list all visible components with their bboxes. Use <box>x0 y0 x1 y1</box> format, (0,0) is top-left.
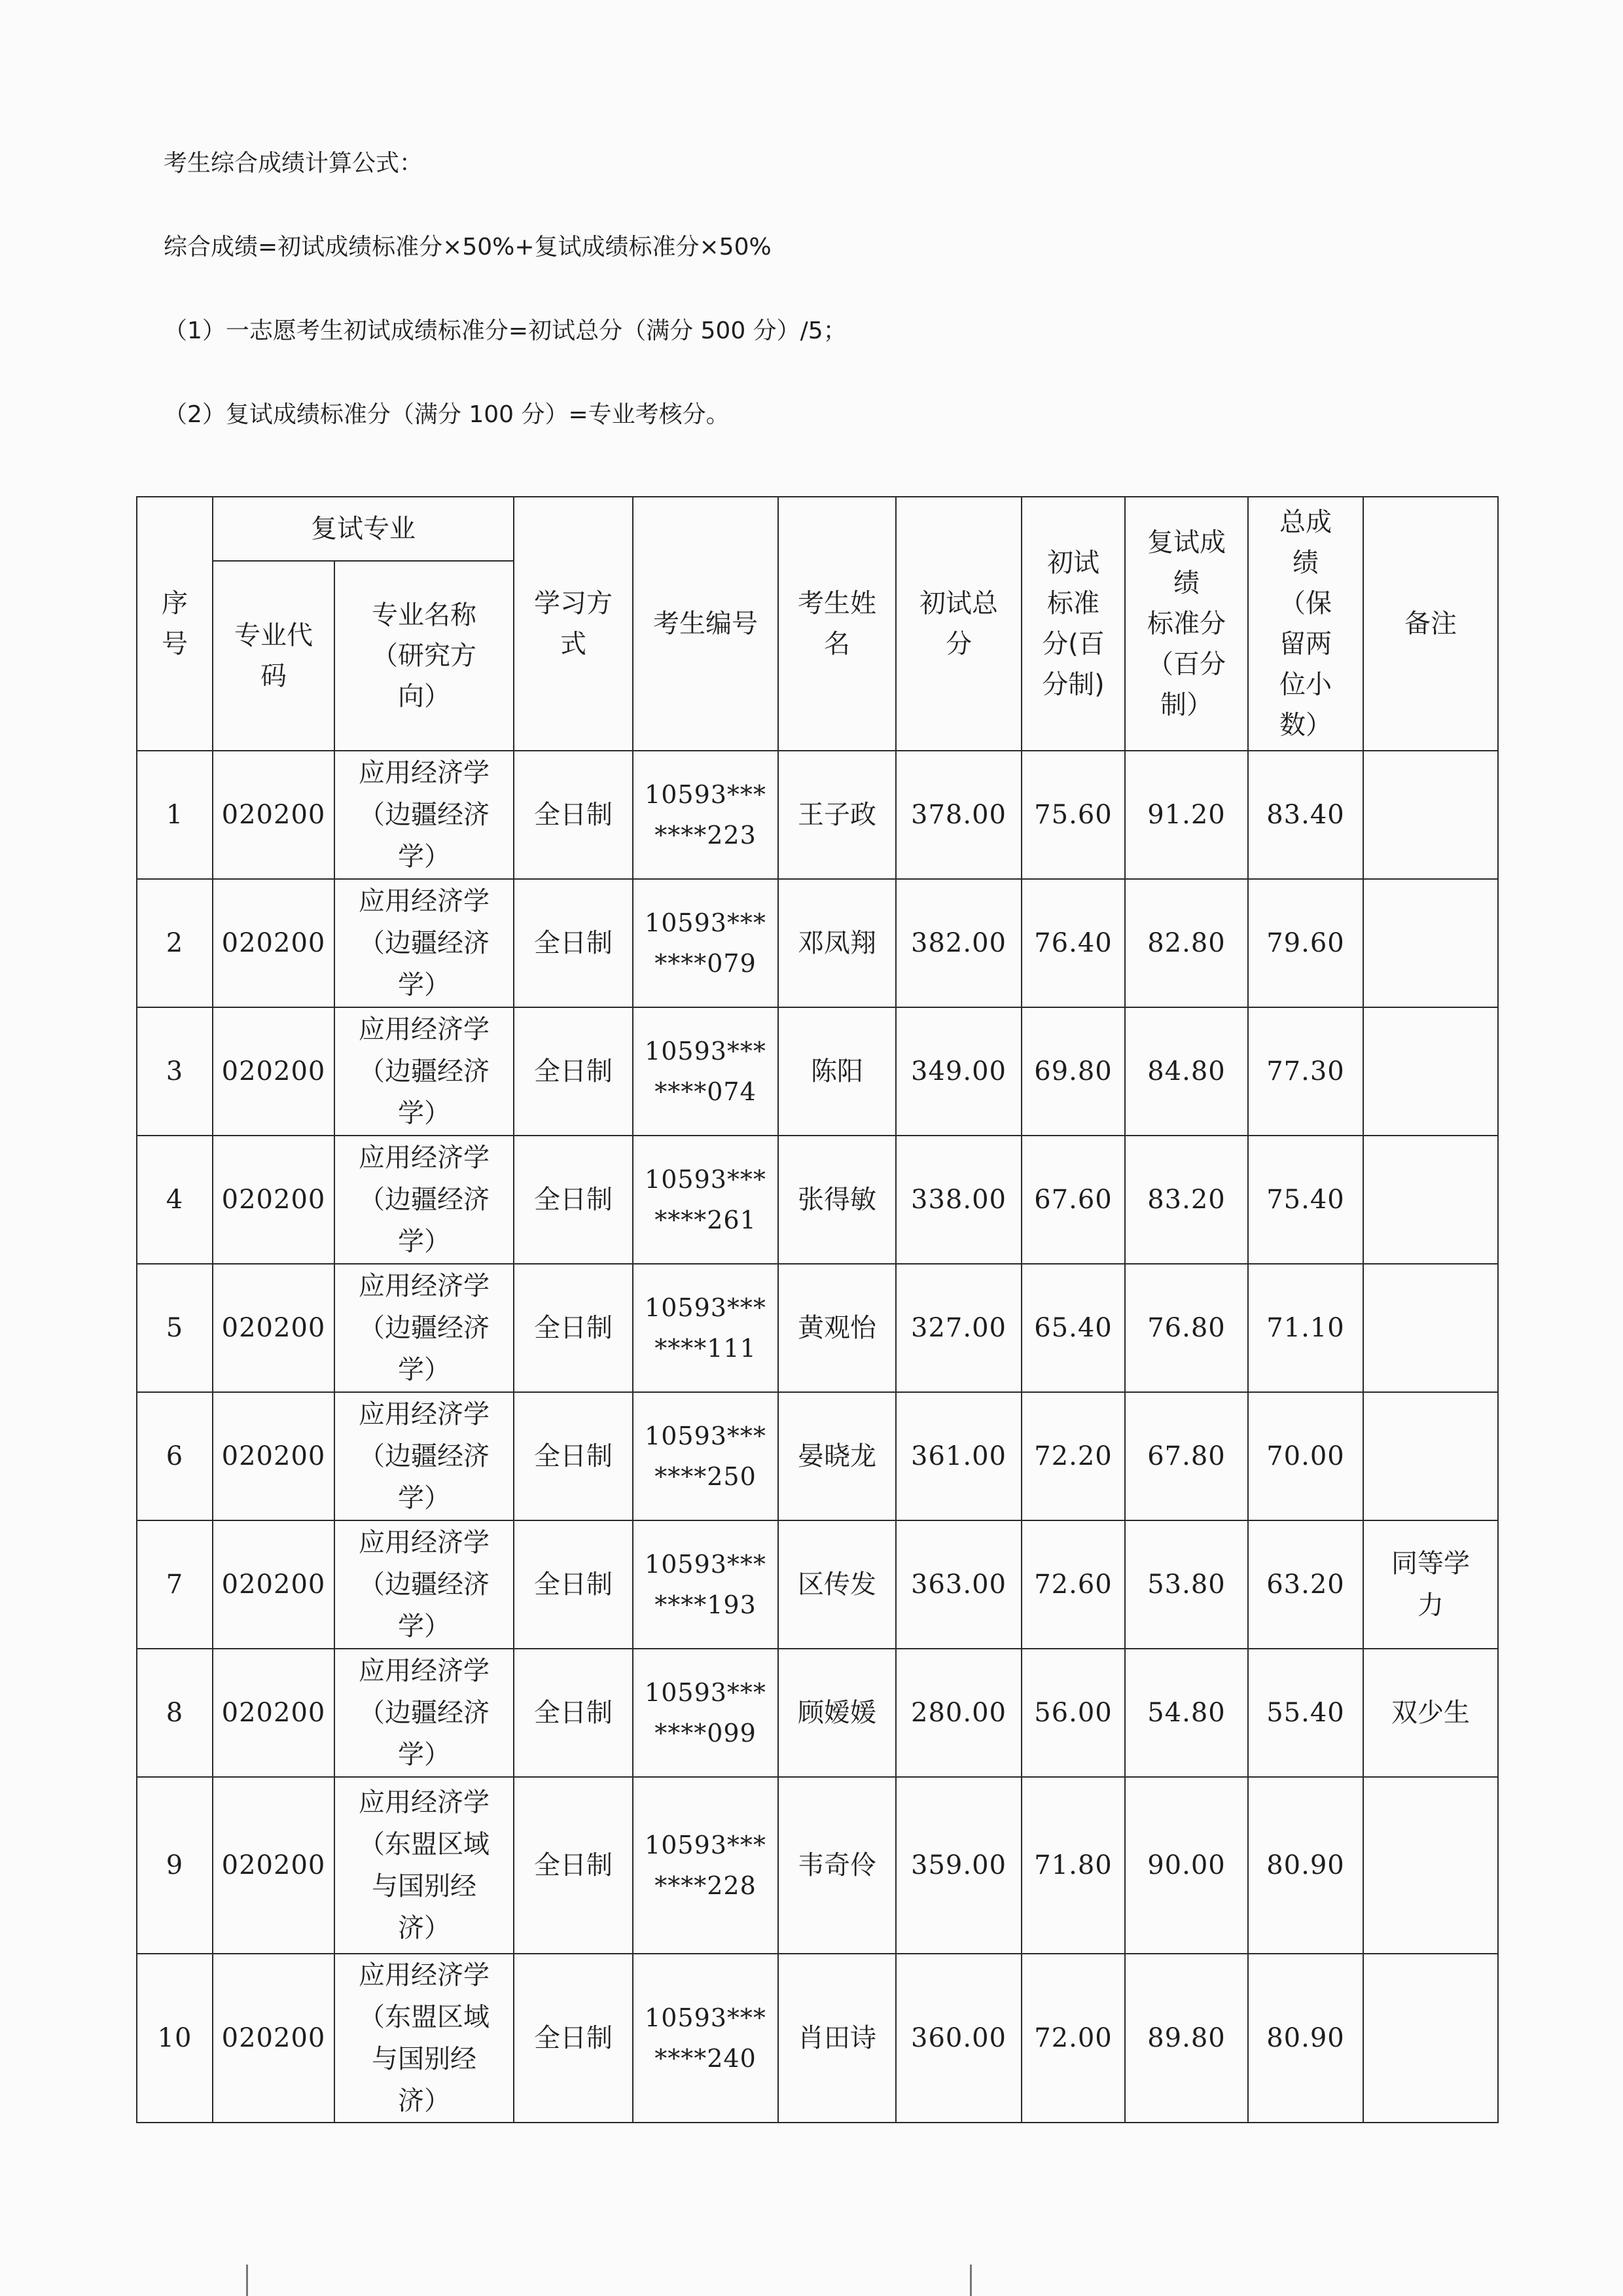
table-row <box>137 1136 1498 1264</box>
cell-total-score: 80.90 <box>1248 1954 1363 2123</box>
cell-major-code: 020200 <box>213 1264 334 1392</box>
cell-prelim-standard: 67.60 <box>1022 1136 1125 1264</box>
cell-major-code: 020200 <box>213 1954 334 2123</box>
header-major-name: 专业名称 （研究方 向） <box>334 561 514 751</box>
cell-study-mode: 全日制 <box>514 751 633 879</box>
header-prelim-standard: 初试 标准 分(百 分制) <box>1022 497 1125 751</box>
cell-total-score: 79.60 <box>1248 879 1363 1007</box>
header-candidate-name: 考生姓 名 <box>778 497 896 751</box>
cell-total-score: 83.40 <box>1248 751 1363 879</box>
cell-major-name: 应用经济学 （边疆经济 学） <box>334 1007 514 1136</box>
header-total-score: 总成 绩 （保 留两 位小 数） <box>1248 497 1363 751</box>
cell-candidate-id: 10593*** ****193 <box>633 1520 778 1649</box>
cell-candidate-id: 10593*** ****223 <box>633 751 778 879</box>
cell-prelim-standard: 76.40 <box>1022 879 1125 1007</box>
table-row <box>137 879 1498 1007</box>
cell-prelim-total: 361.00 <box>896 1392 1022 1520</box>
cell-total-score: 75.40 <box>1248 1136 1363 1264</box>
cell-retest-standard: 54.80 <box>1125 1649 1248 1777</box>
cell-study-mode: 全日制 <box>514 1954 633 2123</box>
cell-prelim-total: 360.00 <box>896 1954 1022 2123</box>
cell-remark <box>1363 1007 1498 1136</box>
cell-prelim-total: 359.00 <box>896 1777 1022 1954</box>
scan-edge-mark <box>970 2265 972 2296</box>
cell-seq: 2 <box>137 879 213 1007</box>
cell-candidate-name: 肖田诗 <box>778 1954 896 2123</box>
cell-seq: 10 <box>137 1954 213 2123</box>
cell-remark <box>1363 751 1498 879</box>
cell-candidate-name: 王子政 <box>778 751 896 879</box>
cell-retest-standard: 90.00 <box>1125 1777 1248 1954</box>
formula-text: 综合成绩=初试成绩标准分×50%+复试成绩标准分×50% <box>164 234 772 260</box>
cell-major-name: 应用经济学 （边疆经济 学） <box>334 751 514 879</box>
cell-retest-standard: 84.80 <box>1125 1007 1248 1136</box>
cell-major-name: 应用经济学 （边疆经济 学） <box>334 1649 514 1777</box>
cell-prelim-standard: 69.80 <box>1022 1007 1125 1136</box>
cell-prelim-standard: 72.20 <box>1022 1392 1125 1520</box>
cell-retest-standard: 67.80 <box>1125 1392 1248 1520</box>
cell-candidate-name: 黄观怡 <box>778 1264 896 1392</box>
header-candidate-id: 考生编号 <box>633 497 778 751</box>
cell-prelim-standard: 71.80 <box>1022 1777 1125 1954</box>
cell-prelim-standard: 65.40 <box>1022 1264 1125 1392</box>
formula-section <box>164 151 847 428</box>
cell-major-name: 应用经济学 （边疆经济 学） <box>334 1264 514 1392</box>
scan-edge-mark <box>246 2265 248 2296</box>
cell-candidate-name: 晏晓龙 <box>778 1392 896 1520</box>
cell-candidate-name: 陈阳 <box>778 1007 896 1136</box>
cell-remark <box>1363 1264 1498 1392</box>
score-table-body <box>137 751 1498 2123</box>
cell-seq: 9 <box>137 1777 213 1954</box>
cell-study-mode: 全日制 <box>514 1392 633 1520</box>
cell-total-score: 63.20 <box>1248 1520 1363 1649</box>
cell-candidate-id: 10593*** ****099 <box>633 1649 778 1777</box>
cell-total-score: 71.10 <box>1248 1264 1363 1392</box>
cell-major-code: 020200 <box>213 751 334 879</box>
header-remark: 备注 <box>1363 497 1498 751</box>
cell-candidate-id: 10593*** ****240 <box>633 1954 778 2123</box>
cell-remark: 同等学 力 <box>1363 1520 1498 1649</box>
cell-study-mode: 全日制 <box>514 1777 633 1954</box>
cell-retest-standard: 76.80 <box>1125 1264 1248 1392</box>
cell-candidate-id: 10593*** ****079 <box>633 879 778 1007</box>
cell-candidate-name: 顾嫒媛 <box>778 1649 896 1777</box>
header-retest-major-group: 复试专业 <box>213 497 514 561</box>
table-row <box>137 1392 1498 1520</box>
table-row <box>137 1777 1498 1954</box>
cell-major-code: 020200 <box>213 1392 334 1520</box>
header-retest-standard: 复试成 绩 标准分 （百分 制） <box>1125 497 1248 751</box>
cell-candidate-name: 韦奇伶 <box>778 1777 896 1954</box>
cell-seq: 4 <box>137 1136 213 1264</box>
cell-candidate-id: 10593*** ****111 <box>633 1264 778 1392</box>
table-row <box>137 1649 1498 1777</box>
cell-candidate-id: 10593*** ****250 <box>633 1392 778 1520</box>
cell-candidate-name: 张得敏 <box>778 1136 896 1264</box>
cell-prelim-total: 349.00 <box>896 1007 1022 1136</box>
cell-remark: 双少生 <box>1363 1649 1498 1777</box>
cell-study-mode: 全日制 <box>514 1520 633 1649</box>
cell-total-score: 80.90 <box>1248 1777 1363 1954</box>
cell-study-mode: 全日制 <box>514 1007 633 1136</box>
cell-study-mode: 全日制 <box>514 1649 633 1777</box>
cell-retest-standard: 91.20 <box>1125 751 1248 879</box>
cell-prelim-total: 382.00 <box>896 879 1022 1007</box>
formula-rule-1: （1）一志愿考生初试成绩标准分=初试总分（满分 500 分）/5； <box>164 317 847 344</box>
cell-seq: 6 <box>137 1392 213 1520</box>
cell-candidate-name: 区传发 <box>778 1520 896 1649</box>
cell-candidate-name: 邓凤翔 <box>778 879 896 1007</box>
table-row <box>137 1264 1498 1392</box>
cell-prelim-total: 378.00 <box>896 751 1022 879</box>
table-row <box>137 751 1498 879</box>
cell-remark <box>1363 1136 1498 1264</box>
header-major-code: 专业代 码 <box>213 561 334 751</box>
cell-seq: 1 <box>137 751 213 879</box>
cell-retest-standard: 53.80 <box>1125 1520 1248 1649</box>
cell-total-score: 55.40 <box>1248 1649 1363 1777</box>
score-table <box>136 496 1499 2123</box>
cell-remark <box>1363 1392 1498 1520</box>
cell-prelim-total: 280.00 <box>896 1649 1022 1777</box>
cell-major-code: 020200 <box>213 1007 334 1136</box>
cell-seq: 3 <box>137 1007 213 1136</box>
cell-total-score: 77.30 <box>1248 1007 1363 1136</box>
cell-major-name: 应用经济学 （边疆经济 学） <box>334 1392 514 1520</box>
cell-study-mode: 全日制 <box>514 879 633 1007</box>
table-row <box>137 1007 1498 1136</box>
cell-remark <box>1363 1777 1498 1954</box>
header-seq: 序 号 <box>137 497 213 751</box>
cell-seq: 8 <box>137 1649 213 1777</box>
cell-seq: 7 <box>137 1520 213 1649</box>
cell-major-name: 应用经济学 （边疆经济 学） <box>334 1136 514 1264</box>
cell-prelim-standard: 72.00 <box>1022 1954 1125 2123</box>
cell-candidate-id: 10593*** ****074 <box>633 1007 778 1136</box>
cell-retest-standard: 89.80 <box>1125 1954 1248 2123</box>
formula-rule-2: （2）复试成绩标准分（满分 100 分）=专业考核分。 <box>164 401 730 428</box>
cell-major-name: 应用经济学 （东盟区域 与国别经 济） <box>334 1954 514 2123</box>
cell-prelim-total: 327.00 <box>896 1264 1022 1392</box>
cell-prelim-standard: 75.60 <box>1022 751 1125 879</box>
formula-heading: 考生综合成绩计算公式： <box>164 150 423 177</box>
cell-total-score: 70.00 <box>1248 1392 1363 1520</box>
cell-remark <box>1363 1954 1498 2123</box>
table-row <box>137 1520 1498 1649</box>
cell-major-name: 应用经济学 （边疆经济 学） <box>334 1520 514 1649</box>
cell-retest-standard: 82.80 <box>1125 879 1248 1007</box>
cell-retest-standard: 83.20 <box>1125 1136 1248 1264</box>
cell-major-code: 020200 <box>213 1777 334 1954</box>
cell-prelim-standard: 56.00 <box>1022 1649 1125 1777</box>
header-study-mode: 学习方 式 <box>514 497 633 751</box>
header-prelim-total: 初试总 分 <box>896 497 1022 751</box>
cell-major-code: 020200 <box>213 1649 334 1777</box>
cell-remark <box>1363 879 1498 1007</box>
cell-major-code: 020200 <box>213 879 334 1007</box>
cell-prelim-total: 363.00 <box>896 1520 1022 1649</box>
cell-prelim-total: 338.00 <box>896 1136 1022 1264</box>
cell-seq: 5 <box>137 1264 213 1392</box>
cell-major-code: 020200 <box>213 1520 334 1649</box>
table-row <box>137 1954 1498 2123</box>
cell-major-name: 应用经济学 （东盟区域 与国别经 济） <box>334 1777 514 1954</box>
cell-study-mode: 全日制 <box>514 1264 633 1392</box>
cell-study-mode: 全日制 <box>514 1136 633 1264</box>
cell-major-code: 020200 <box>213 1136 334 1264</box>
cell-major-name: 应用经济学 （边疆经济 学） <box>334 879 514 1007</box>
cell-candidate-id: 10593*** ****228 <box>633 1777 778 1954</box>
cell-prelim-standard: 72.60 <box>1022 1520 1125 1649</box>
cell-candidate-id: 10593*** ****261 <box>633 1136 778 1264</box>
